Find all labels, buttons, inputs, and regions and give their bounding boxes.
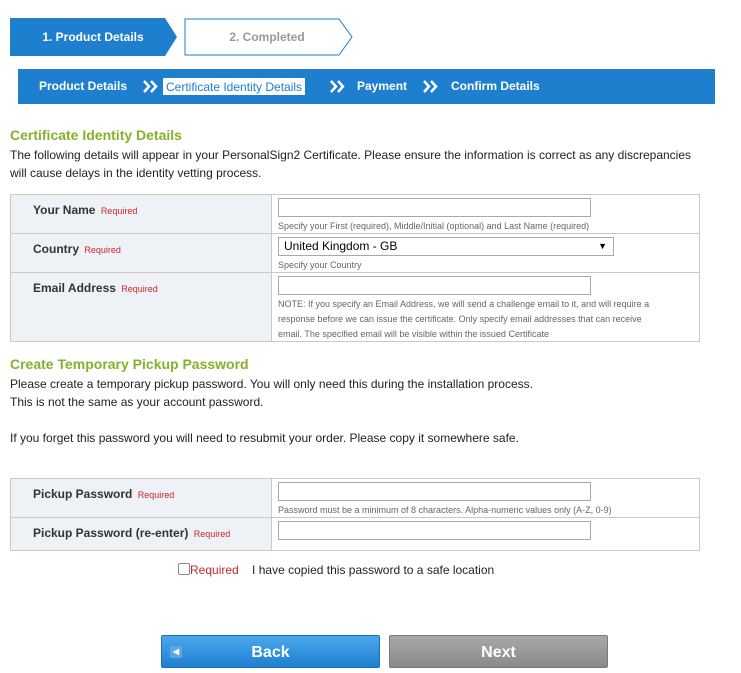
- chevron-right-icon: [143, 80, 159, 93]
- step-label: 1. Product Details: [42, 30, 144, 44]
- identity-heading: Certificate Identity Details: [10, 127, 182, 143]
- country-row: [11, 234, 699, 273]
- password-form: [10, 478, 700, 551]
- pickup-password-input[interactable]: [278, 482, 591, 501]
- chevron-right-icon: [423, 80, 439, 93]
- next-button[interactable]: [389, 635, 608, 668]
- email-hint: [278, 297, 693, 342]
- password-text-line: Please create a temporary pickup password. You will only need this during the installation process.: [10, 377, 533, 391]
- label-text: Country: [33, 242, 79, 256]
- email-row: [11, 273, 699, 341]
- pickup-password-field-cell: [272, 479, 699, 517]
- step-label: 2. Completed: [229, 30, 305, 44]
- label-text: Pickup Password (re-enter): [33, 526, 189, 540]
- your-name-field-cell: [272, 195, 699, 233]
- identity-intro: [10, 146, 710, 182]
- back-button[interactable]: [161, 635, 380, 668]
- label-text: Pickup Password: [33, 487, 133, 501]
- pickup-password-hint: Password must be a minimum of 8 characters. Alpha-numeric values only (A-Z, 0-9): [278, 505, 612, 515]
- country-select[interactable]: [278, 237, 614, 256]
- country-field-cell: [272, 234, 699, 272]
- password-text-line: This is not the same as your account password.: [10, 395, 264, 409]
- password-intro: [10, 375, 710, 411]
- required-marker: Required: [190, 563, 239, 577]
- back-arrow-icon: ◀: [170, 646, 182, 658]
- your-name-row: [11, 195, 699, 234]
- pickup-password-reenter-field-cell: [272, 518, 699, 550]
- country-hint: Specify your Country: [278, 260, 362, 270]
- checkout-navbar: [18, 69, 715, 104]
- copied-password-label: I have copied this password to a safe location: [252, 563, 495, 577]
- hint-line: NOTE: If you specify an Email Address, we will send a challenge email to it, and will require a: [278, 299, 650, 309]
- your-name-hint: Specify your First (required), Middle/Initial (optional) and Last Name (required): [278, 221, 590, 231]
- copied-password-checkbox[interactable]: [178, 563, 190, 575]
- hint-line: email. The specified email will be visible within the issued Certificate: [278, 329, 549, 339]
- required-marker: Required: [121, 284, 158, 294]
- email-input[interactable]: [278, 276, 591, 295]
- password-warning: If you forget this password you will need to resubmit your order. Please copy it somewhere safe.: [10, 431, 519, 445]
- pickup-password-reenter-label: [11, 518, 272, 550]
- pickup-password-reenter-input[interactable]: [278, 521, 591, 540]
- required-marker: Required: [100, 206, 138, 216]
- required-marker: Required: [84, 245, 121, 255]
- nav-item-payment[interactable]: Payment: [357, 79, 408, 93]
- password-heading: Create Temporary Pickup Password: [10, 356, 249, 372]
- your-name-label: [11, 195, 272, 233]
- intro-line: will cause delays in the identity vetting process.: [10, 166, 262, 180]
- label-text: Your Name: [33, 203, 96, 217]
- identity-form: [10, 194, 700, 342]
- email-label: [11, 273, 272, 341]
- pickup-password-label: [11, 479, 272, 517]
- dropdown-arrow-icon: ▼: [598, 241, 607, 251]
- pickup-password-row: [11, 479, 699, 518]
- country-selected-value: United Kingdom - GB: [284, 239, 398, 253]
- required-marker: Required: [193, 529, 231, 539]
- nav-item-product-details[interactable]: Product Details: [39, 79, 128, 93]
- nav-item-certificate-identity[interactable]: Certificate Identity Details: [162, 77, 306, 96]
- pickup-password-reenter-row: [11, 518, 699, 550]
- back-button-label: Back: [251, 644, 290, 661]
- required-marker: Required: [137, 490, 175, 500]
- country-label: [11, 234, 272, 272]
- label-text: Email Address: [33, 281, 116, 295]
- hint-line: response before we can issue the certificate. Only specify email addresses that can receive: [278, 314, 642, 324]
- next-button-label: Next: [481, 644, 516, 661]
- nav-item-confirm-details[interactable]: Confirm Details: [451, 79, 540, 93]
- intro-line: The following details will appear in your PersonalSign2 Certificate. Please ensure the information is correct as any discrepancies: [10, 148, 692, 162]
- chevron-right-icon: [330, 80, 346, 93]
- copied-password-confirmation: [178, 563, 494, 577]
- email-field-cell: [272, 273, 699, 341]
- your-name-input[interactable]: [278, 198, 591, 217]
